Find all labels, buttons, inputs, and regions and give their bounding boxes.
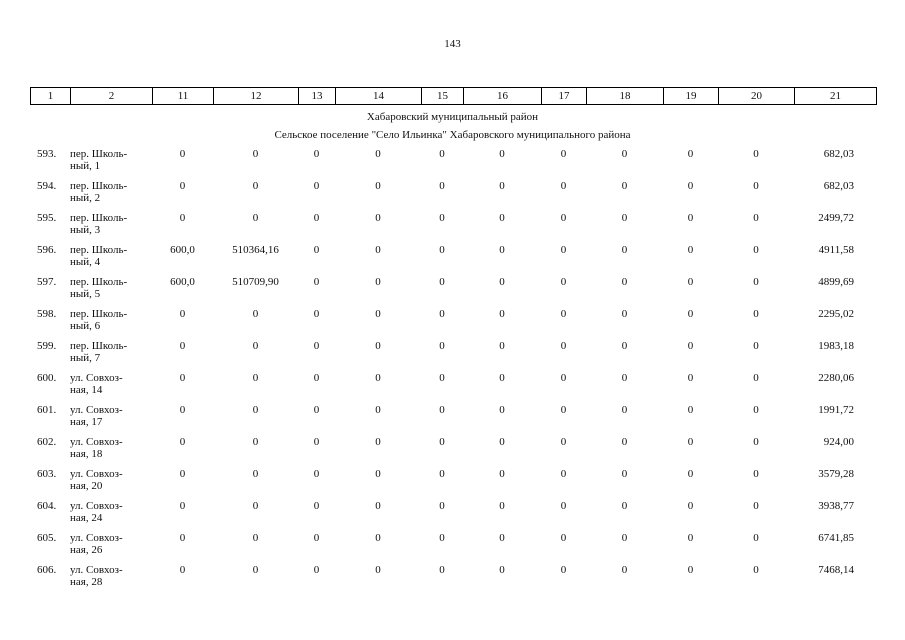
table-row (30, 468, 876, 500)
value-cell-15: 0 (439, 244, 445, 256)
row-number-cell: 606. (37, 564, 57, 576)
address-cell (70, 276, 152, 308)
table-row (30, 148, 876, 180)
value-cell-12: 0 (252, 436, 259, 448)
value-cell-18: 0 (621, 468, 628, 480)
value-cell-15: 0 (439, 404, 445, 416)
value-cell-20: 0 (753, 340, 759, 352)
value-cell-12: 0 (252, 404, 259, 416)
value-cell-11: 0 (179, 340, 186, 352)
value-cell-19: 0 (687, 372, 694, 384)
value-cell-20: 0 (753, 436, 759, 448)
address-line-1: пер. Школь- (70, 148, 128, 160)
row-number-cell: 597. (37, 276, 57, 288)
value-cell-14: 0 (375, 244, 381, 256)
table-row (30, 180, 876, 212)
value-cell-13: 0 (313, 148, 320, 160)
value-cell-13: 0 (313, 404, 320, 416)
value-cell-18: 0 (621, 340, 628, 352)
value-cell-17: 0 (560, 564, 567, 576)
value-cell-13: 0 (313, 180, 320, 192)
address-line-2: ный, 5 (70, 288, 101, 300)
value-cell-12: 0 (252, 500, 259, 512)
address-cell (70, 468, 152, 500)
row-number-cell: 601. (37, 404, 57, 416)
address-line-1: ул. Совхоз- (70, 468, 123, 480)
value-cell-18: 0 (621, 500, 628, 512)
value-cell-16: 0 (499, 180, 505, 192)
column-header-cell: 14 (336, 88, 422, 105)
value-cell-18: 0 (621, 436, 628, 448)
value-cell-14: 0 (375, 308, 381, 320)
value-cell-19: 0 (687, 340, 694, 352)
address-cell (70, 372, 152, 404)
table-row (30, 212, 876, 244)
value-cell-11: 600,0 (170, 276, 195, 288)
address-line-2: ная, 18 (70, 448, 103, 460)
value-cell-18: 0 (621, 564, 628, 576)
value-cell-17: 0 (560, 212, 567, 224)
value-cell-17: 0 (560, 404, 567, 416)
value-cell-14: 0 (375, 180, 381, 192)
value-cell-16: 0 (499, 500, 505, 512)
address-cell (70, 532, 152, 564)
value-cell-20: 0 (753, 372, 759, 384)
table-row (30, 244, 876, 276)
value-cell-12: 0 (252, 564, 259, 576)
value-cell-14: 0 (375, 436, 381, 448)
value-cell-18: 0 (621, 212, 628, 224)
address-cell (70, 244, 152, 276)
value-cell-20: 0 (753, 276, 759, 288)
address-line-1: ул. Совхоз- (70, 436, 123, 448)
value-cell-13: 0 (313, 564, 320, 576)
address-line-2: ная, 14 (70, 384, 103, 396)
value-cell-21: 3579,28 (818, 468, 854, 480)
value-cell-17: 0 (560, 372, 567, 384)
page-number: 143 (444, 38, 461, 50)
value-cell-21: 7468,14 (818, 564, 854, 576)
column-header-cell: 16 (464, 88, 542, 105)
address-line-1: ул. Совхоз- (70, 372, 123, 384)
value-cell-12: 510364,16 (232, 244, 279, 256)
column-header-table (30, 87, 877, 105)
value-cell-20: 0 (753, 148, 759, 160)
value-cell-12: 0 (252, 340, 259, 352)
value-cell-19: 0 (687, 244, 694, 256)
row-number-cell: 593. (37, 148, 57, 160)
address-cell (70, 340, 152, 372)
value-cell-11: 0 (179, 436, 186, 448)
row-number-cell: 605. (37, 532, 57, 544)
value-cell-12: 0 (252, 532, 259, 544)
value-cell-16: 0 (499, 308, 505, 320)
value-cell-14: 0 (375, 404, 381, 416)
address-line-1: пер. Школь- (70, 340, 128, 352)
value-cell-21: 4911,58 (818, 244, 854, 256)
value-cell-19: 0 (687, 180, 694, 192)
address-line-1: пер. Школь- (70, 180, 128, 192)
value-cell-13: 0 (313, 340, 320, 352)
value-cell-17: 0 (560, 244, 567, 256)
row-number-cell: 594. (37, 180, 57, 192)
value-cell-18: 0 (621, 372, 628, 384)
value-cell-18: 0 (621, 148, 628, 160)
value-cell-20: 0 (753, 180, 759, 192)
table-row (30, 372, 876, 404)
value-cell-19: 0 (687, 148, 694, 160)
column-header-row (31, 88, 877, 105)
value-cell-13: 0 (313, 532, 320, 544)
value-cell-17: 0 (560, 436, 567, 448)
table-row (30, 500, 876, 532)
row-number-cell: 595. (37, 212, 57, 224)
value-cell-18: 0 (621, 276, 628, 288)
value-cell-19: 0 (687, 564, 694, 576)
column-header-cell: 15 (422, 88, 464, 105)
value-cell-20: 0 (753, 244, 759, 256)
value-cell-13: 0 (313, 468, 320, 480)
row-number-cell: 599. (37, 340, 57, 352)
value-cell-21: 2295,02 (818, 308, 854, 320)
value-cell-17: 0 (560, 308, 567, 320)
row-number-cell: 604. (37, 500, 57, 512)
address-line-2: ный, 7 (70, 352, 101, 364)
value-cell-20: 0 (753, 532, 759, 544)
column-header-cell: 1 (31, 88, 71, 105)
address-line-1: ул. Совхоз- (70, 532, 123, 544)
column-header-cell: 19 (664, 88, 719, 105)
value-cell-11: 0 (179, 500, 186, 512)
value-cell-14: 0 (375, 500, 381, 512)
value-cell-13: 0 (313, 212, 320, 224)
address-line-1: ул. Совхоз- (70, 500, 123, 512)
column-header-cell: 18 (587, 88, 664, 105)
value-cell-12: 0 (252, 212, 259, 224)
value-cell-17: 0 (560, 468, 567, 480)
address-cell (70, 404, 152, 436)
column-header-cell: 13 (299, 88, 336, 105)
value-cell-14: 0 (375, 468, 381, 480)
value-cell-13: 0 (313, 372, 320, 384)
value-cell-17: 0 (560, 340, 567, 352)
value-cell-11: 0 (179, 148, 186, 160)
value-cell-17: 0 (560, 276, 567, 288)
value-cell-19: 0 (687, 468, 694, 480)
value-cell-14: 0 (375, 276, 381, 288)
value-cell-15: 0 (439, 532, 445, 544)
address-line-2: ная, 20 (70, 480, 103, 492)
value-cell-15: 0 (439, 500, 445, 512)
value-cell-13: 0 (313, 244, 320, 256)
value-cell-20: 0 (753, 404, 759, 416)
table-row (30, 276, 876, 308)
value-cell-18: 0 (621, 404, 628, 416)
value-cell-15: 0 (439, 276, 445, 288)
value-cell-17: 0 (560, 180, 567, 192)
value-cell-19: 0 (687, 500, 694, 512)
value-cell-11: 0 (179, 532, 186, 544)
value-cell-14: 0 (375, 148, 381, 160)
table-row (30, 308, 876, 340)
table-row (30, 404, 876, 436)
value-cell-20: 0 (753, 212, 759, 224)
value-cell-19: 0 (687, 276, 694, 288)
value-cell-12: 0 (252, 308, 259, 320)
value-cell-18: 0 (621, 532, 628, 544)
data-table-body (30, 148, 876, 596)
value-cell-16: 0 (499, 372, 505, 384)
column-header-cell: 2 (71, 88, 153, 105)
value-cell-14: 0 (375, 372, 381, 384)
value-cell-21: 2280,06 (818, 372, 854, 384)
value-cell-19: 0 (687, 212, 694, 224)
address-line-2: ная, 17 (70, 416, 103, 428)
address-cell (70, 148, 152, 180)
value-cell-20: 0 (753, 500, 759, 512)
address-line-2: ный, 3 (70, 224, 101, 236)
data-table (30, 148, 876, 596)
value-cell-15: 0 (439, 308, 445, 320)
row-number-cell: 600. (37, 372, 57, 384)
region-title: Хабаровский муниципальный район (366, 111, 539, 123)
address-cell (70, 564, 152, 596)
value-cell-14: 0 (375, 212, 381, 224)
value-cell-21: 682,03 (823, 180, 854, 192)
value-cell-18: 0 (621, 244, 628, 256)
row-number-cell: 603. (37, 468, 57, 480)
value-cell-12: 0 (252, 180, 259, 192)
value-cell-16: 0 (499, 564, 505, 576)
value-cell-13: 0 (313, 276, 320, 288)
address-line-2: ный, 2 (70, 192, 101, 204)
column-header-cell: 21 (795, 88, 877, 105)
value-cell-15: 0 (439, 148, 445, 160)
row-number-cell: 598. (37, 308, 57, 320)
value-cell-15: 0 (439, 212, 445, 224)
column-header-cell: 17 (542, 88, 587, 105)
value-cell-21: 682,03 (823, 148, 854, 160)
address-line-2: ная, 24 (70, 512, 103, 524)
address-cell (70, 500, 152, 532)
value-cell-18: 0 (621, 180, 628, 192)
address-line-1: ул. Совхоз- (70, 404, 123, 416)
value-cell-21: 2499,72 (818, 212, 854, 224)
value-cell-16: 0 (499, 340, 505, 352)
value-cell-16: 0 (499, 404, 505, 416)
value-cell-13: 0 (313, 436, 320, 448)
value-cell-21: 4899,69 (818, 276, 854, 288)
table-row (30, 532, 876, 564)
table-row (30, 436, 876, 468)
value-cell-15: 0 (439, 436, 445, 448)
value-cell-12: 0 (252, 148, 259, 160)
value-cell-15: 0 (439, 180, 445, 192)
value-cell-21: 3938,77 (818, 500, 854, 512)
address-line-1: пер. Школь- (70, 244, 128, 256)
value-cell-16: 0 (499, 532, 505, 544)
table-row (30, 340, 876, 372)
value-cell-21: 1983,18 (818, 340, 854, 352)
value-cell-17: 0 (560, 148, 567, 160)
table-row (30, 564, 876, 596)
value-cell-19: 0 (687, 404, 694, 416)
address-line-1: пер. Школь- (70, 212, 128, 224)
value-cell-19: 0 (687, 308, 694, 320)
address-line-1: пер. Школь- (70, 308, 128, 320)
value-cell-20: 0 (753, 308, 759, 320)
value-cell-21: 924,00 (823, 436, 854, 448)
value-cell-17: 0 (560, 500, 567, 512)
value-cell-12: 0 (252, 372, 259, 384)
value-cell-21: 6741,85 (818, 532, 854, 544)
value-cell-16: 0 (499, 468, 505, 480)
column-header-cell: 20 (719, 88, 795, 105)
value-cell-19: 0 (687, 532, 694, 544)
row-number-cell: 602. (37, 436, 57, 448)
value-cell-11: 0 (179, 372, 186, 384)
value-cell-16: 0 (499, 212, 505, 224)
value-cell-15: 0 (439, 468, 445, 480)
value-cell-11: 0 (179, 564, 186, 576)
value-cell-19: 0 (687, 436, 694, 448)
value-cell-16: 0 (499, 436, 505, 448)
value-cell-11: 0 (179, 212, 186, 224)
settlement-title: Сельское поселение "Село Ильинка" Хабаровского муниципального района (274, 129, 631, 141)
address-line-2: ная, 28 (70, 576, 103, 588)
value-cell-12: 0 (252, 468, 259, 480)
address-line-1: ул. Совхоз- (70, 564, 123, 576)
value-cell-11: 0 (179, 468, 186, 480)
address-cell (70, 212, 152, 244)
value-cell-14: 0 (375, 532, 381, 544)
address-line-2: ная, 26 (70, 544, 103, 556)
row-number-cell: 596. (37, 244, 57, 256)
address-line-2: ный, 6 (70, 320, 101, 332)
value-cell-14: 0 (375, 340, 381, 352)
value-cell-12: 510709,90 (232, 276, 279, 288)
value-cell-18: 0 (621, 308, 628, 320)
column-header-cell: 11 (153, 88, 214, 105)
value-cell-11: 0 (179, 308, 186, 320)
value-cell-15: 0 (439, 372, 445, 384)
address-line-1: пер. Школь- (70, 276, 128, 288)
value-cell-20: 0 (753, 564, 759, 576)
address-cell (70, 436, 152, 468)
value-cell-17: 0 (560, 532, 567, 544)
address-cell (70, 308, 152, 340)
value-cell-11: 0 (179, 404, 186, 416)
value-cell-20: 0 (753, 468, 759, 480)
value-cell-13: 0 (313, 308, 320, 320)
address-line-2: ный, 1 (70, 160, 101, 172)
value-cell-14: 0 (375, 564, 381, 576)
value-cell-16: 0 (499, 148, 505, 160)
value-cell-16: 0 (499, 276, 505, 288)
address-line-2: ный, 4 (70, 256, 101, 268)
address-cell (70, 180, 152, 212)
value-cell-16: 0 (499, 244, 505, 256)
value-cell-15: 0 (439, 340, 445, 352)
column-header-cell: 12 (214, 88, 299, 105)
value-cell-15: 0 (439, 564, 445, 576)
value-cell-13: 0 (313, 500, 320, 512)
value-cell-11: 0 (179, 180, 186, 192)
value-cell-11: 600,0 (170, 244, 195, 256)
value-cell-21: 1991,72 (818, 404, 854, 416)
